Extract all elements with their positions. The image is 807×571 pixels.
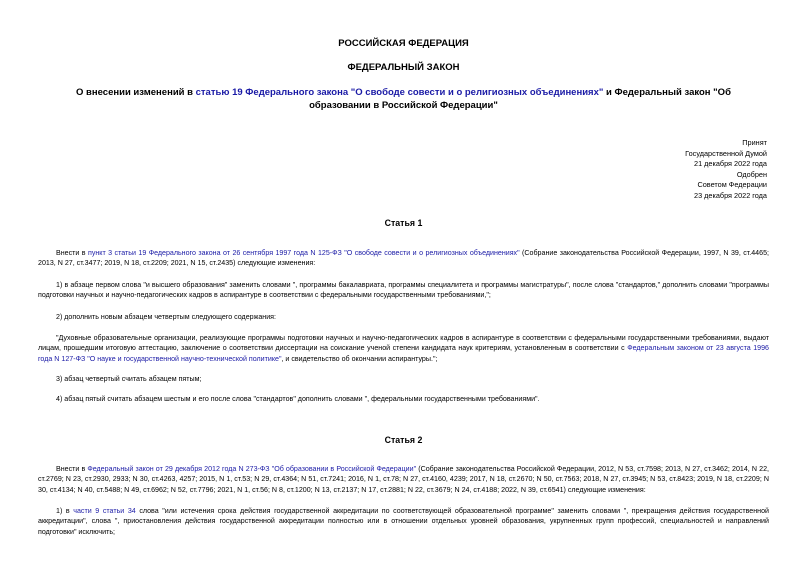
article2-item1 bbox=[38, 506, 769, 537]
article2-intro bbox=[38, 464, 769, 495]
article1-intro-a: Внести в bbox=[56, 249, 88, 257]
law-title-part1: О внесении изменений в bbox=[76, 87, 196, 98]
article2-intro-a: Внести в bbox=[56, 465, 88, 473]
article1-quote bbox=[38, 333, 769, 364]
acceptance-block bbox=[685, 138, 767, 202]
law-title-link[interactable]: статью 19 Федерального закона "О свободе совести и о религиозных объединениях" bbox=[195, 87, 604, 98]
article1-intro-b: (Собрание законодательства Российской Федерации, 1997, N 39, ст.4465; 2013, N 27, ст.3477; 2019, N 18, ст.2209; 2021, N 15, ст.2435) следующие изменения: bbox=[38, 249, 769, 268]
accepted-by: Государственной Думой bbox=[685, 148, 767, 158]
article1-item3: 3) абзац четвертый считать абзацем пятым; bbox=[56, 375, 202, 383]
accepted-label: Принят bbox=[742, 138, 767, 147]
article2-item1-b: слова "или истечения срока действия государственной аккредитации по соответствующей образовательной программе" заменить словами ", прекращения действия государственной аккредитации", слова ", приостановления действия государственной аккредитации полностью или в отношении отдельных уровней образования, укрупненных групп профессий, специальностей и направлений подготовки" исключить; bbox=[38, 507, 769, 536]
article1-item2: 2) дополнить новым абзацем четвертым следующего содержания: bbox=[56, 313, 276, 321]
header-law-type: ФЕДЕРАЛЬНЫЙ ЗАКОН bbox=[347, 62, 460, 73]
article1-intro-link[interactable]: пункт 3 статьи 19 Федерального закона от 26 сентября 1997 года N 125-ФЗ "О свободе совести и о религиозных объединениях" bbox=[87, 249, 520, 257]
article2-intro-b: (Собрание законодательства Российской Федерации, 2012, N 53, ст.7598; 2013, N 27, ст.3462; 2014, N 22, ст.2769; N 23, ст.2930, 2933; N 30, ст.4263, 4257; 2015, N 1, ст.53; N 29, ст.4364; N 51, ст.7241; 2016, N 1, ст.78; N 27, ст.4160, 4239; 2017, N 18, ст.2670; N 50, ст.7563; 2018, N 27, ст.3945; N 53, ст.8423; 2019, N 18, ст.2209; N 30, ст.4134; N 40, ст.5488; N 49, ст.6962; N 52, ст.7796; 2021, N 1, ст.56; N 8, ст.1200; N 13, ст.2137; N 17, ст.2881; N 22, ст.3679; N 24, ст.4188; 2022, N 39, ст.6541) следующие изменения: bbox=[38, 465, 769, 494]
article1-item1: 1) в абзаце первом слова "и высшего образования" заменить словами ", программы бакалавриата, программы специалитета и программы магистратуры", после слова "стандартов," дополнить словами "программы подготовки научных и научно-педагогических кадров в аспирантуре в соответствии с федеральными государственными требованиями,"; bbox=[38, 281, 769, 300]
article2-intro-link[interactable]: Федеральный закон от 29 декабря 2012 года N 273-ФЗ "Об образовании в Российской Федерации" bbox=[87, 465, 417, 473]
article2-item1-a: 1) в bbox=[56, 507, 74, 515]
law-title bbox=[60, 86, 747, 112]
article2-heading: Статья 2 bbox=[384, 435, 423, 445]
article1-item4: 4) абзац пятый считать абзацем шестым и его после слова "стандартов" дополнить словами ", федеральными государственными требованиями". bbox=[56, 395, 540, 403]
approved-date: 23 декабря 2022 года bbox=[694, 190, 767, 200]
article1-quote-a: "Духовные образовательные организации, реализующие программы подготовки научных и научно-педагогических кадров в аспирантуре в соответствии с федеральными государственными требованиями, выдают лицам, прошедшим итоговую аттестацию, заключение о соответствии диссертации на соискание ученой степени кандидата наук критериям, установленным в соответствии с bbox=[38, 334, 769, 353]
law-title-part2: и Федеральный закон "Об образовании в Российской Федерации" bbox=[309, 87, 731, 111]
article2-item1-link[interactable]: части 9 статьи 34 bbox=[73, 507, 136, 515]
article1-quote-b: , и свидетельство об окончании аспирантуры."; bbox=[281, 354, 438, 363]
approved-label: Одобрен bbox=[736, 169, 767, 179]
approved-by: Советом Федерации bbox=[697, 180, 767, 190]
header-country: РОССИЙСКАЯ ФЕДЕРАЦИЯ bbox=[338, 38, 469, 49]
article1-intro bbox=[38, 248, 769, 269]
accepted-date: 21 декабря 2022 года bbox=[694, 159, 767, 169]
article1-quote-link[interactable]: Федеральным законом от 23 августа 1996 года N 127-ФЗ "О науке и государственной научно-технической политике" bbox=[38, 344, 769, 363]
article1-heading: Статья 1 bbox=[384, 218, 423, 228]
